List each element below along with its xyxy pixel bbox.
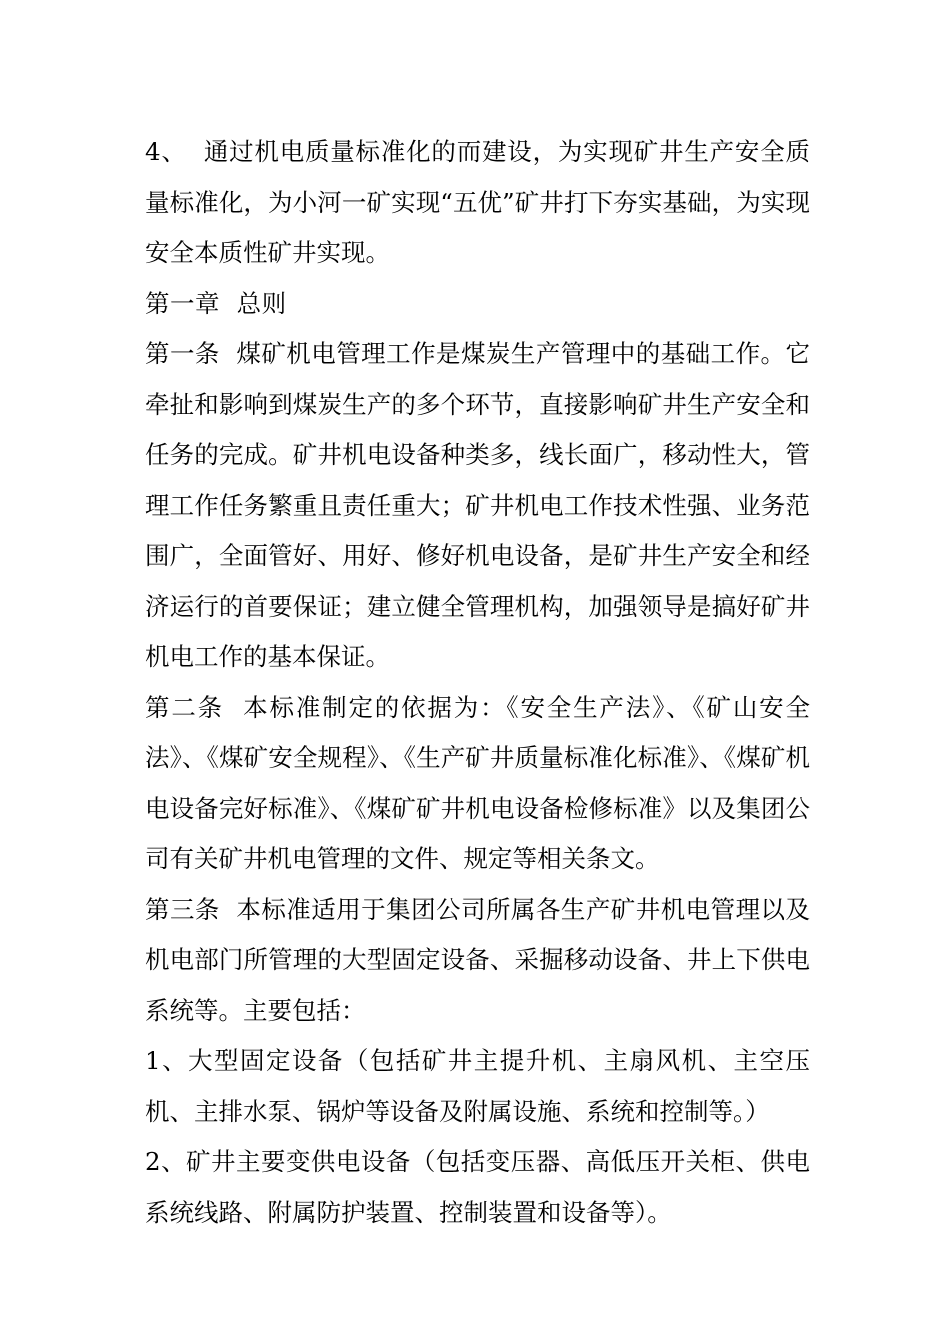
article-3-paragraph: 第三条 本标准适用于集团公司所属各生产矿井机电管理以及机电部门所管理的大型固定设备、采掘移动设备、井上下供电系统等。主要包括： — [145, 894, 810, 1025]
list-item-2-paragraph: 2、矿井主要变供电设备（包括变压器、高低压开关柜、供电系统线路、附属防护装置、控制装置和设备等）。 — [145, 1147, 810, 1227]
article-2-paragraph: 第二条 本标准制定的依据为：《安全生产法》、《矿山安全法》、《煤矿安全规程》、《生产矿井质量标准化标准》、《煤矿机电设备完好标准》、《煤矿矿井机电设备检修标准》以及集团公司有关矿井机电管理的文件、规定等相关条文。 — [145, 692, 810, 873]
paragraph-item-4-goal: 4、 通过机电质量标准化的而建设，为实现矿井生产安全质量标准化，为小河一矿实现“五优”矿井打下夯实基础，为实现安全本质性矿井实现。 — [145, 137, 810, 267]
chapter-heading: 第一章 总则 — [145, 288, 287, 318]
article-1-paragraph: 第一条 煤矿机电管理工作是煤炭生产管理中的基础工作。它牵扯和影响到煤炭生产的多个环节，直接影响矿井生产安全和任务的完成。矿井机电设备种类多，线长面广，移动性大，管理工作任务繁重且责任重大；矿井机电工作技术性强、业务范围广，全面管好、用好、修好机电设备，是矿井生产安全和经济运行的首要保证；建立健全管理机构，加强领导是搞好矿井机电工作的基本保证。 — [145, 339, 810, 671]
list-item-1-paragraph: 1、大型固定设备（包括矿井主提升机、主扇风机、主空压机、主排水泵、锅炉等设备及附属设施、系统和控制等。） — [145, 1046, 810, 1126]
document-page — [145, 127, 810, 1238]
